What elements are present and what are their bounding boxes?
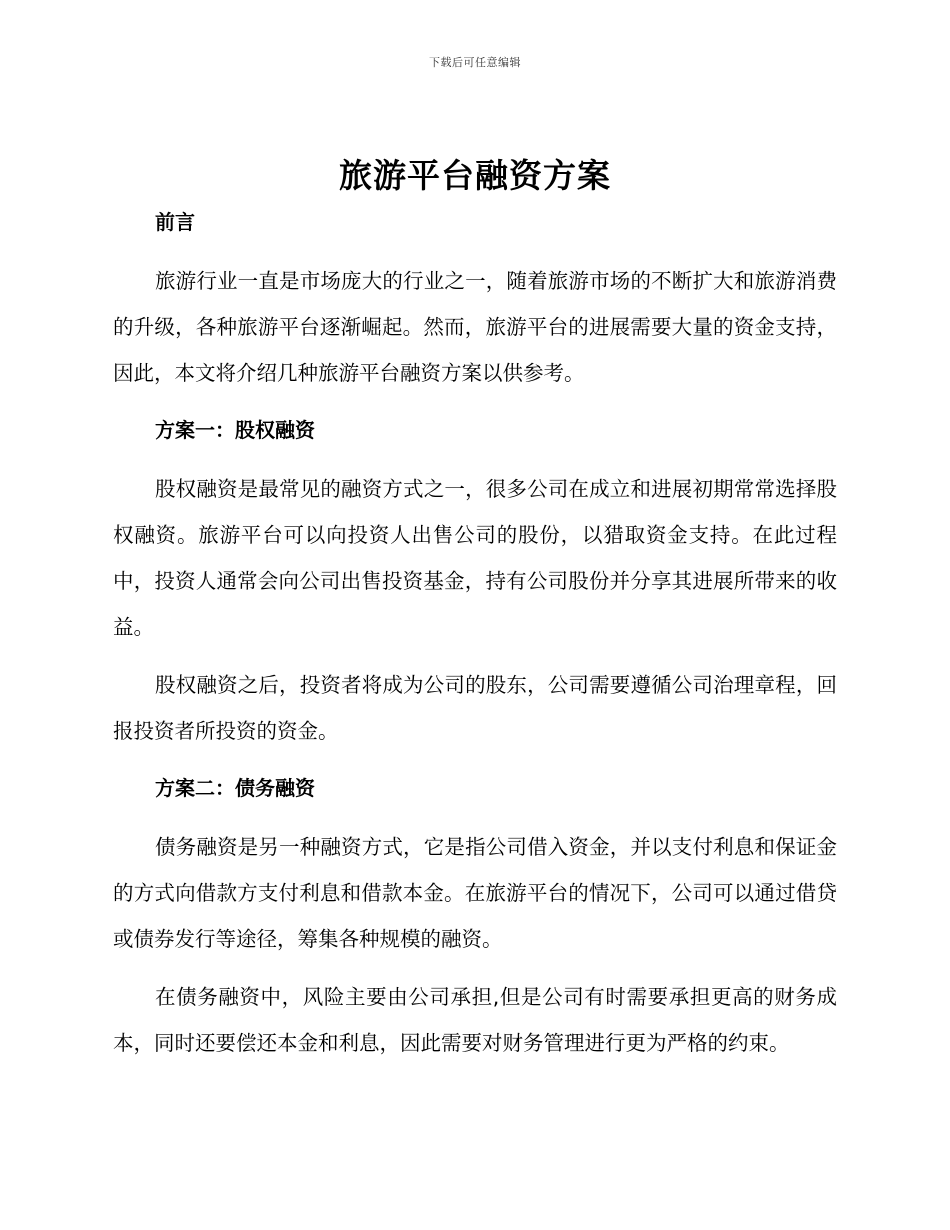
section-heading-debt-financing: 方案二：债务融资 [155, 776, 315, 800]
paragraph-equity-financing-2: 股权融资之后，投资者将成为公司的股东，公司需要遵循公司治理章程，回报投资者所投资的资金。 [113, 673, 837, 743]
paragraph-equity-financing-1: 股权融资是最常见的融资方式之一，很多公司在成立和进展初期常常选择股权融资。旅游平台可以向投资人出售公司的股份，以猎取资金支持。在此过程中，投资人通常会向公司出售投资基金，持有公司股份并分享其进展所带来的收益。 [113, 477, 837, 639]
paragraph-debt-financing-2: 在债务融资中，风险主要由公司承担,但是公司有时需要承担更高的财务成本，同时还要偿还本金和利息，因此需要对财务管理进行更为严格的约束。 [113, 985, 837, 1055]
paragraph-preface: 旅游行业一直是市场庞大的行业之一，随着旅游市场的不断扩大和旅游消费的升级，各种旅游平台逐渐崛起。然而，旅游平台的进展需要大量的资金支持，因此，本文将介绍几种旅游平台融资方案以供参考。 [113, 269, 837, 385]
document-title: 旅游平台融资方案 [339, 156, 611, 195]
document-body [113, 200, 837, 1078]
header-note: 下载后可任意编辑 [429, 56, 521, 69]
section-heading-equity-financing: 方案一：股权融资 [155, 418, 315, 442]
paragraph-debt-financing-1: 债务融资是另一种融资方式，它是指公司借入资金，并以支付利息和保证金的方式向借款方支付利息和借款本金。在旅游平台的情况下，公司可以通过借贷或债券发行等途径，筹集各种规模的融资。 [113, 835, 837, 951]
section-heading-preface: 前言 [155, 210, 195, 234]
